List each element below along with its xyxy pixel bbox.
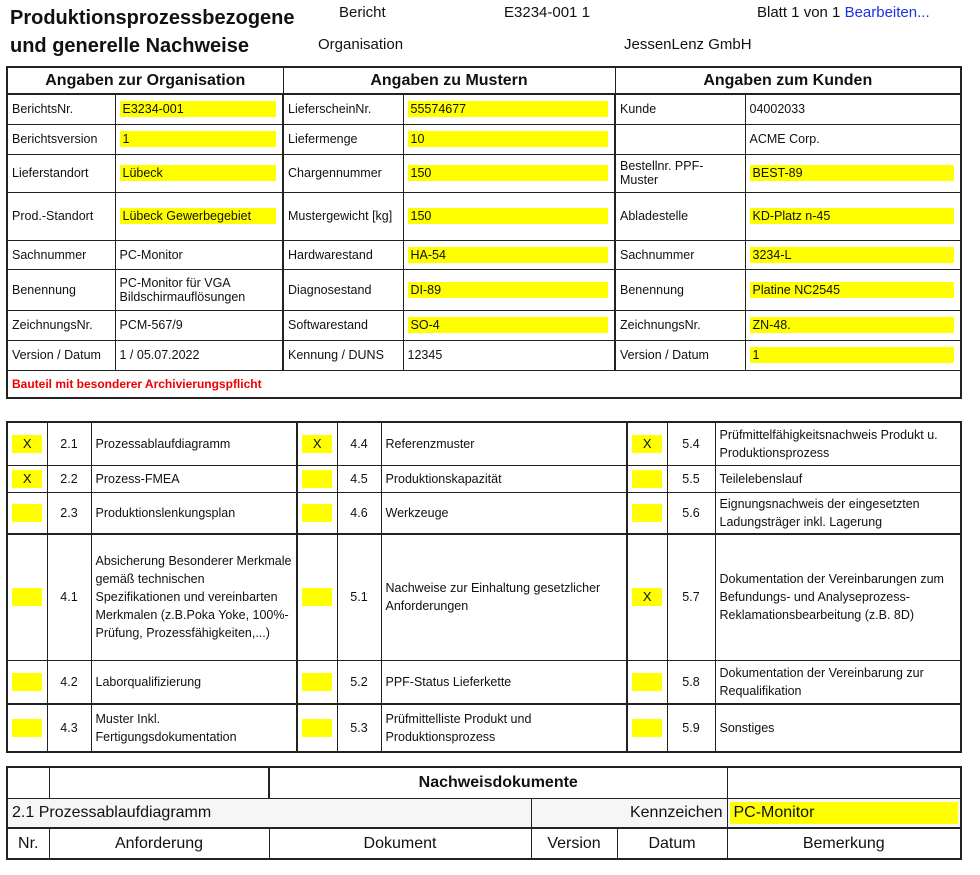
item-label: Werkzeuge (381, 492, 627, 534)
item-number: 5.6 (667, 492, 715, 534)
checkbox-cell (627, 704, 667, 752)
info-row (7, 240, 961, 269)
item-number: 5.9 (667, 704, 715, 752)
field-label (615, 124, 745, 154)
item-number: 5.4 (667, 422, 715, 465)
field-label: ZeichnungsNr. (7, 310, 115, 340)
info-row (7, 310, 961, 340)
checkbox[interactable] (12, 673, 42, 691)
field-value[interactable]: HA-54 (408, 247, 609, 263)
field-value: PC-Monitor für VGA Bildschirmauflösungen (115, 269, 283, 310)
item-label: Produktionslenkungsplan (91, 492, 297, 534)
column-header: Bemerkung (727, 828, 961, 859)
item-label: Sonstiges (715, 704, 961, 752)
info-row (7, 154, 961, 192)
checkbox[interactable]: X (12, 470, 42, 488)
field-value[interactable]: 3234-L (750, 247, 955, 263)
field-label: Mustergewicht [kg] (283, 192, 403, 240)
checkbox[interactable] (302, 673, 332, 691)
field-label: Benennung (615, 269, 745, 310)
item-label: Teilelebenslauf (715, 465, 961, 492)
field-label: Kunde (615, 94, 745, 124)
checkbox[interactable] (632, 719, 662, 737)
info-row (7, 192, 961, 240)
item-number: 4.3 (47, 704, 91, 752)
organisation-label: Organisation (318, 36, 404, 53)
field-value: 1 / 05.07.2022 (115, 340, 283, 370)
field-label: Lieferstandort (7, 154, 115, 192)
checkbox[interactable] (302, 504, 332, 522)
checkbox-cell (7, 422, 47, 465)
item-number: 5.3 (337, 704, 381, 752)
item-label: Prozessablaufdiagramm (91, 422, 297, 465)
column-header: Anforderung (49, 828, 269, 859)
organisation-value: JessenLenz GmbH (624, 36, 752, 53)
checkbox-cell (297, 422, 337, 465)
edit-link[interactable]: Bearbeiten... (844, 4, 930, 21)
field-value-cell (745, 240, 961, 269)
item-label: Referenzmuster (381, 422, 627, 465)
field-label: Prod.-Standort (7, 192, 115, 240)
field-value-cell (745, 154, 961, 192)
section-kunde: Angaben zum Kunden (615, 67, 961, 94)
field-value-cell (745, 340, 961, 370)
bericht-value: E3234-001 1 (504, 4, 590, 21)
item-label: Dokumentation der Vereinbarungen zum Befundungs- und Analyseprozess- Reklamationsbearbeitung (z.B. 8D) (715, 534, 961, 660)
field-label: Berichtsversion (7, 124, 115, 154)
checkbox-cell (7, 534, 47, 660)
checkbox-cell (297, 660, 337, 704)
section-organisation: Angaben zur Organisation (7, 67, 283, 94)
field-label: Chargennummer (283, 154, 403, 192)
field-value[interactable]: DI-89 (408, 282, 609, 298)
info-row (7, 124, 961, 154)
field-label: Kennung / DUNS (283, 340, 403, 370)
field-value[interactable]: SO-4 (408, 317, 609, 333)
item-label: Muster Inkl. Fertigungsdokumentation (91, 704, 297, 752)
item-number: 2.2 (47, 465, 91, 492)
item-label: Laborqualifizierung (91, 660, 297, 704)
field-value[interactable]: Lübeck (120, 165, 277, 181)
field-value-cell (745, 192, 961, 240)
field-value[interactable]: 1 (750, 347, 955, 363)
field-value: ACME Corp. (745, 124, 961, 154)
item-number: 4.6 (337, 492, 381, 534)
item-number: 5.5 (667, 465, 715, 492)
item-number: 4.5 (337, 465, 381, 492)
item-label: Eignungsnachweis der eingesetzten Ladungsträger inkl. Lagerung (715, 492, 961, 534)
item-number: 4.1 (47, 534, 91, 660)
field-value[interactable]: ZN-48. (750, 317, 955, 333)
item-label: Produktionskapazität (381, 465, 627, 492)
checklist-row (7, 534, 961, 660)
checkbox[interactable] (632, 673, 662, 691)
documents-title: Nachweisdokumente (269, 767, 727, 798)
field-value-cell (403, 154, 615, 192)
info-row (7, 340, 961, 370)
report-title (10, 4, 295, 60)
field-label: Softwarestand (283, 310, 403, 340)
checkbox[interactable]: X (632, 435, 662, 453)
field-value[interactable]: Platine NC2545 (750, 282, 955, 298)
field-value[interactable]: E3234-001 (120, 101, 277, 117)
field-value-cell (745, 310, 961, 340)
field-value-cell (403, 310, 615, 340)
field-value[interactable]: KD-Platz n-45 (750, 208, 955, 224)
info-table (6, 66, 962, 399)
checkbox[interactable] (302, 719, 332, 737)
checkbox[interactable]: X (302, 435, 332, 453)
field-value-cell (115, 192, 283, 240)
documents-table (6, 766, 962, 860)
column-header: Nr. (7, 828, 49, 859)
field-label: LieferscheinNr. (283, 94, 403, 124)
checkbox-cell (627, 465, 667, 492)
column-header: Dokument (269, 828, 531, 859)
item-label: Nachweise zur Einhaltung gesetzlicher Anforderungen (381, 534, 627, 660)
field-value-cell (115, 154, 283, 192)
item-label: PPF-Status Lieferkette (381, 660, 627, 704)
field-label: Bestellnr. PPF-Muster (615, 154, 745, 192)
checkbox-cell (627, 492, 667, 534)
kennzeichen-value[interactable]: PC-Monitor (730, 802, 959, 824)
field-value-cell (745, 269, 961, 310)
item-number: 2.1 (47, 422, 91, 465)
item-label: Prüfmittelfähigkeitsnachweis Produkt u. Produktionsprozess (715, 422, 961, 465)
item-number: 5.8 (667, 660, 715, 704)
checkbox[interactable]: X (632, 588, 662, 606)
field-value: PC-Monitor (115, 240, 283, 269)
documents-section: 2.1 Prozessablaufdiagramm (7, 798, 531, 828)
field-value[interactable]: 150 (408, 208, 609, 224)
bericht-label: Bericht (339, 4, 386, 21)
info-row (7, 269, 961, 310)
checklist-row (7, 492, 961, 534)
field-value-cell (403, 240, 615, 269)
field-label: Benennung (7, 269, 115, 310)
field-label: Sachnummer (7, 240, 115, 269)
field-value: 12345 (403, 340, 615, 370)
checkbox-cell (7, 660, 47, 704)
field-value-cell (403, 124, 615, 154)
field-label: BerichtsNr. (7, 94, 115, 124)
checklist-table (6, 421, 962, 753)
field-label: Diagnosestand (283, 269, 403, 310)
title-line-1: Produktionsprozessbezogene (10, 7, 295, 29)
checklist-row (7, 660, 961, 704)
item-label: Prüfmittelliste Produkt und Produktionsprozess (381, 704, 627, 752)
checkbox[interactable]: X (12, 435, 42, 453)
checkbox-cell (297, 465, 337, 492)
field-label: Version / Datum (615, 340, 745, 370)
checklist-row (7, 465, 961, 492)
field-value: 04002033 (745, 94, 961, 124)
checkbox-cell (627, 422, 667, 465)
field-value[interactable]: 55574677 (408, 101, 609, 117)
item-number: 2.3 (47, 492, 91, 534)
field-value: PCM-567/9 (115, 310, 283, 340)
field-value-cell (403, 269, 615, 310)
checkbox-cell (297, 492, 337, 534)
field-label: Hardwarestand (283, 240, 403, 269)
checkbox-cell (7, 492, 47, 534)
checklist-row (7, 422, 961, 465)
field-label: Sachnummer (615, 240, 745, 269)
item-number: 4.4 (337, 422, 381, 465)
item-number: 5.1 (337, 534, 381, 660)
kennzeichen-label: Kennzeichen (531, 798, 727, 828)
checkbox[interactable] (12, 588, 42, 606)
checkbox-cell (627, 534, 667, 660)
info-row (7, 94, 961, 124)
checkbox[interactable] (12, 719, 42, 737)
field-value[interactable]: 1 (120, 131, 277, 147)
item-number: 4.2 (47, 660, 91, 704)
field-value-cell (115, 124, 283, 154)
sheet-count: Blatt 1 von 1 (757, 4, 841, 21)
checkbox[interactable] (632, 504, 662, 522)
item-label: Absicherung Besonderer Merkmale gemäß technischen Spezifikationen und vereinbarten Merkmalen (z.B.Poka Yoke, 100%-Prüfung, Prozessfähigkeiten,...) (91, 534, 297, 660)
field-value[interactable]: BEST-89 (750, 165, 955, 181)
archive-note: Bauteil mit besonderer Archivierungspflicht (7, 370, 961, 398)
checkbox[interactable] (12, 504, 42, 522)
column-header: Datum (617, 828, 727, 859)
field-value[interactable]: 10 (408, 131, 609, 147)
checkbox-cell (7, 465, 47, 492)
checkbox[interactable] (302, 588, 332, 606)
checkbox[interactable] (632, 470, 662, 488)
field-label: Liefermenge (283, 124, 403, 154)
item-number: 5.7 (667, 534, 715, 660)
checkbox[interactable] (302, 470, 332, 488)
checkbox-cell (297, 534, 337, 660)
column-header: Version (531, 828, 617, 859)
checkbox-cell (297, 704, 337, 752)
kennzeichen-cell (727, 798, 961, 828)
field-value[interactable]: 150 (408, 165, 609, 181)
field-label: ZeichnungsNr. (615, 310, 745, 340)
field-value[interactable]: Lübeck Gewerbegebiet (120, 208, 277, 224)
checkbox-cell (7, 704, 47, 752)
field-value-cell (403, 192, 615, 240)
field-label: Abladestelle (615, 192, 745, 240)
item-label: Prozess-FMEA (91, 465, 297, 492)
item-label: Dokumentation der Vereinbarung zur Requalifikation (715, 660, 961, 704)
sheet-info (757, 4, 930, 21)
checkbox-cell (627, 660, 667, 704)
item-number: 5.2 (337, 660, 381, 704)
field-value-cell (403, 94, 615, 124)
checklist-row (7, 704, 961, 752)
section-muster: Angaben zu Mustern (283, 67, 615, 94)
title-line-2: und generelle Nachweise (10, 35, 249, 57)
field-value-cell (115, 94, 283, 124)
field-label: Version / Datum (7, 340, 115, 370)
